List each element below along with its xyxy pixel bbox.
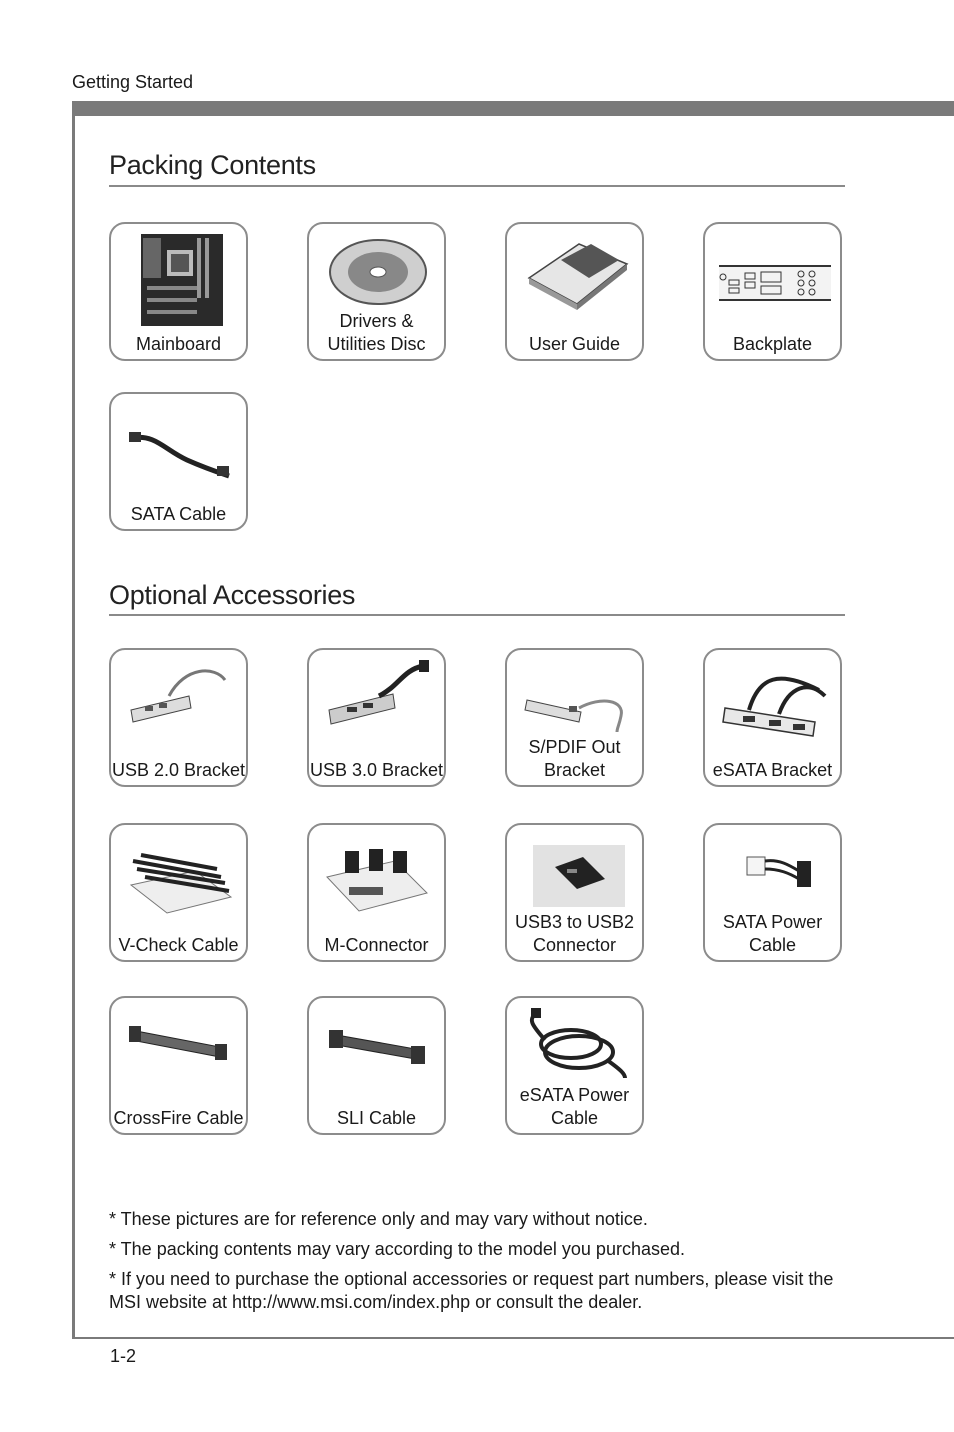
optional-item-spdif-bracket xyxy=(505,648,644,787)
packing-item-disc xyxy=(307,222,446,361)
spdif-bracket-icon xyxy=(521,656,631,736)
backplate-icon xyxy=(719,230,831,320)
optional-item-sata-power-cable xyxy=(703,823,842,962)
packing-item-label: Mainboard xyxy=(135,334,222,354)
optional-item-label: M-Connector xyxy=(324,935,429,955)
packing-item-user-guide xyxy=(505,222,644,361)
left-margin-rule xyxy=(72,101,75,1339)
footer-rule xyxy=(72,1337,954,1339)
optional-item-label: USB3 to USB2 Connector xyxy=(514,912,635,955)
user-guide-icon xyxy=(521,230,631,320)
usb2-bracket-icon xyxy=(125,656,235,736)
optional-item-label: USB 3.0 Bracket xyxy=(309,760,444,780)
disc-icon xyxy=(323,230,433,310)
packing-contents-rule xyxy=(109,185,845,187)
optional-accessories-rule xyxy=(109,614,845,616)
footnotes xyxy=(109,1208,854,1321)
packing-item-label: Backplate xyxy=(732,334,813,354)
usb3-usb2-connector-icon xyxy=(521,831,631,911)
crossfire-cable-icon xyxy=(125,1004,235,1074)
sata-power-cable-icon xyxy=(719,831,831,911)
m-connector-icon xyxy=(323,831,433,916)
sata-cable-icon xyxy=(125,400,235,490)
optional-item-label: SLI Cable xyxy=(336,1108,417,1128)
sli-cable-icon xyxy=(323,1004,433,1074)
vcheck-cable-icon xyxy=(125,831,235,916)
footnote: * The packing contents may vary according to the model you purchased. xyxy=(109,1239,685,1259)
optional-item-label: SATA Power Cable xyxy=(722,912,823,955)
packing-item-mainboard xyxy=(109,222,248,361)
esata-bracket-icon xyxy=(719,656,831,746)
optional-item-label: CrossFire Cable xyxy=(113,1108,244,1128)
packing-contents-title: Packing Contents xyxy=(109,150,316,180)
packing-item-label: User Guide xyxy=(528,334,621,354)
optional-item-sli-cable xyxy=(307,996,446,1135)
footnote: * If you need to purchase the optional accessories or request part numbers, please visit the MSI website at http://www.msi.com/index.php or consult the dealer. xyxy=(109,1269,834,1312)
optional-item-esata-power-cable xyxy=(505,996,644,1135)
usb3-bracket-icon xyxy=(323,656,433,736)
page-number: 1-2 xyxy=(110,1346,137,1366)
footnote: * These pictures are for reference only and may vary without notice. xyxy=(109,1209,648,1229)
optional-item-label: USB 2.0 Bracket xyxy=(111,760,246,780)
optional-item-usb2-bracket xyxy=(109,648,248,787)
optional-item-esata-bracket xyxy=(703,648,842,787)
header-bar xyxy=(72,101,954,116)
optional-item-label: eSATA Power Cable xyxy=(519,1085,630,1128)
packing-item-sata-cable xyxy=(109,392,248,531)
optional-item-usb3-usb2-connector xyxy=(505,823,644,962)
packing-item-label: Drivers & Utilities Disc xyxy=(327,311,426,354)
packing-item-label: SATA Cable xyxy=(130,504,227,524)
optional-item-label: V-Check Cable xyxy=(118,935,239,955)
optional-accessories-title: Optional Accessories xyxy=(109,580,356,610)
optional-item-crossfire-cable xyxy=(109,996,248,1135)
optional-item-label: eSATA Bracket xyxy=(712,760,833,780)
optional-item-usb3-bracket xyxy=(307,648,446,787)
running-header: Getting Started xyxy=(72,72,194,92)
optional-item-label: S/PDIF Out Bracket xyxy=(528,737,621,780)
optional-item-vcheck-cable xyxy=(109,823,248,962)
esata-power-cable-icon xyxy=(521,1004,631,1084)
packing-item-backplate xyxy=(703,222,842,361)
mainboard-icon xyxy=(125,230,235,330)
optional-item-m-connector xyxy=(307,823,446,962)
